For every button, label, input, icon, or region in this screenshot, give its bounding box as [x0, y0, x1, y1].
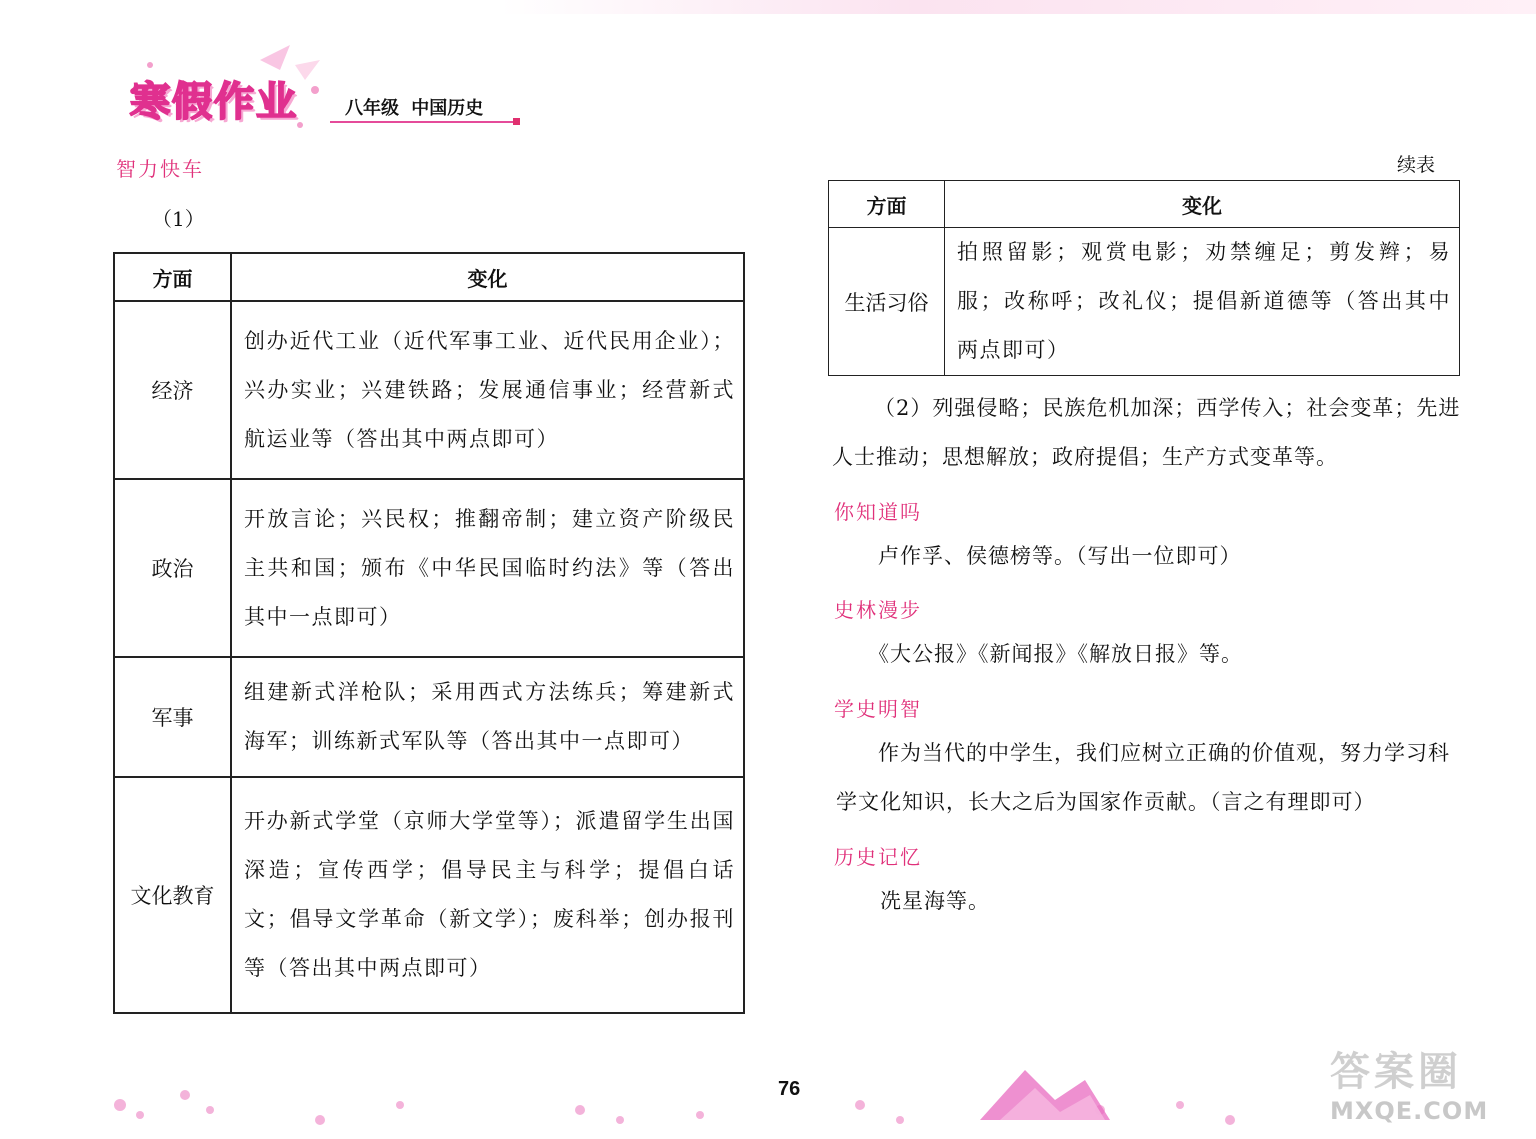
row-change: 组建新式洋枪队；采用西式方法练兵；筹建新式海军；训练新式军队等（答出其中一点即可）	[231, 657, 744, 777]
row-change: 创办近代工业（近代军事工业、近代民用企业）；兴办实业；兴建铁路；发展通信事业；经营新式航运业等（答出其中两点即可）	[231, 301, 744, 479]
top-decorative-band	[500, 0, 1536, 14]
row-change: 拍照留影；观赏电影；劝禁缠足；剪发辫；易服；改称呼；改礼仪；提倡新道德等（答出其中两点即可）	[945, 228, 1460, 376]
section-title-shilin-manbu: 史林漫步	[834, 598, 922, 622]
table-row	[114, 479, 744, 657]
table-row	[114, 777, 744, 1013]
row-aspect: 经济	[114, 301, 231, 479]
table-header-row	[114, 253, 744, 301]
right-table	[828, 180, 1460, 376]
table-header-row	[829, 181, 1460, 228]
section-text: 冼星海等。	[880, 889, 990, 913]
footer-floral-decoration	[100, 1050, 1350, 1139]
section-text: 《大公报》《新闻报》《解放日报》等。	[868, 642, 1243, 666]
section-title-zhili-kuaiche: 智力快车	[116, 157, 204, 181]
row-aspect: 文化教育	[114, 777, 231, 1013]
section-text: 作为当代的中学生，我们应树立正确的价值观，努力学习科学文化知识，长大之后为国家作贡献。（言之有理即可）	[836, 741, 1450, 814]
header-dot	[513, 118, 520, 125]
header-aspect: 方面	[829, 181, 945, 228]
answer-q2: （2）列强侵略；民族危机加深；西学传入；社会变革；先进人士推动；思想解放；政府提倡；生产方式变革等。	[832, 396, 1461, 469]
watermark-top-text: 答案圈	[1330, 1049, 1462, 1095]
header-underline	[330, 121, 516, 123]
continued-label: 续表	[1397, 154, 1436, 176]
row-aspect: 生活习俗	[829, 228, 945, 376]
section-title-ni-zhidao-ma: 你知道吗	[834, 500, 922, 524]
watermark	[1330, 1040, 1530, 1135]
row-aspect: 军事	[114, 657, 231, 777]
section-text: 卢作孚、侯德榜等。（写出一位即可）	[878, 544, 1242, 568]
row-change: 开放言论；兴民权；推翻帝制；建立资产阶级民主共和国；颁布《中华民国临时约法》等（答出其中一点即可）	[231, 479, 744, 657]
section-title-xueshi-mingzhi: 学史明智	[834, 697, 922, 721]
header-title: 八年级 中国历史	[345, 98, 484, 119]
page-number: 76	[778, 1078, 801, 1100]
header-aspect: 方面	[114, 253, 231, 301]
table-row	[829, 228, 1460, 376]
section-title-lishi-jiyi: 历史记忆	[834, 845, 922, 869]
watermark-bottom-text: MXQE.COM	[1330, 1097, 1489, 1125]
header-change: 变化	[945, 181, 1460, 228]
sub-label-1: （1）	[152, 207, 205, 231]
row-change: 开办新式学堂（京师大学堂等）；派遣留学生出国深造；宣传西学；倡导民主与科学；提倡白话文；倡导文学革命（新文学）；废科举；创办报刊等（答出其中两点即可）	[231, 777, 744, 1013]
row-aspect: 政治	[114, 479, 231, 657]
left-table	[113, 252, 745, 1014]
header-change: 变化	[231, 253, 744, 301]
table-row	[114, 657, 744, 777]
brand-logo: 寒假作业	[130, 79, 298, 125]
table-row	[114, 301, 744, 479]
